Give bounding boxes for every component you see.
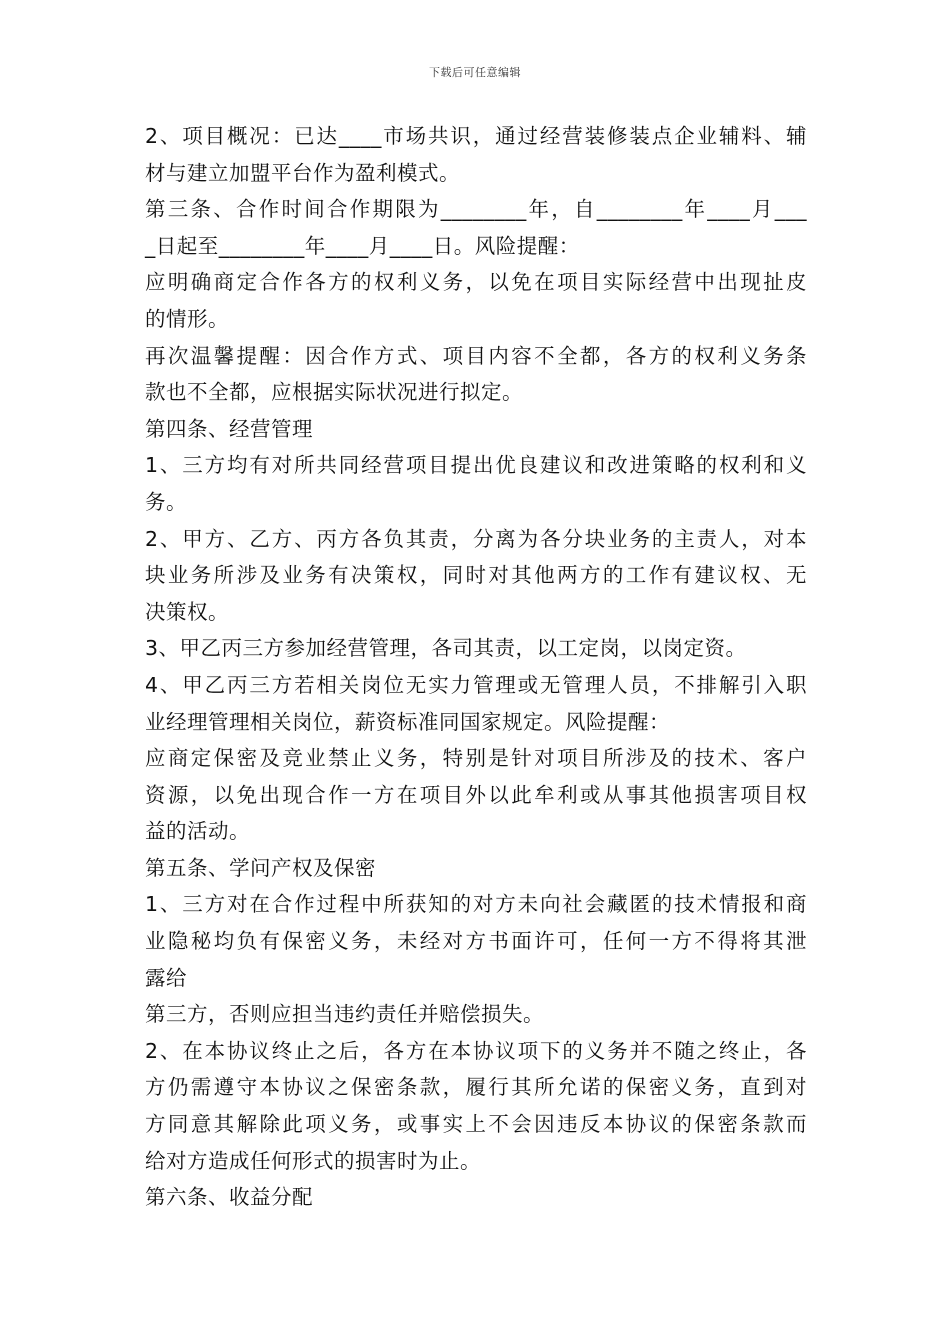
document-line: 2、在本协议终止之后，各方在本协议项下的义务并不随之终止，各 [145,1038,807,1063]
document-line: 2、项目概况：已达____市场共识，通过经营装修装点企业辅料、辅 [145,124,807,148]
document-line: 再次温馨提醒：因合作方式、项目内容不全都，各方的权利义务条 [145,343,807,368]
document-line: 资源，以免出现合作一方在项目外以此牟利或从事其他损害项目权 [145,782,807,807]
document-line: 款也不全都，应根据实际状况进行拟定。 [145,380,523,405]
document-line: 益的活动。 [145,819,250,844]
document-line: 第四条、经营管理 [145,416,313,441]
document-line: 务。 [145,489,187,514]
document-line: 块业务所涉及业务有决策权，同时对其他两方的工作有建议权、无 [145,563,807,588]
document-line: 第三条、合作时间合作期限为________年，自________年____月___ [145,197,807,222]
document-line: 方同意其解除此项义务，或事实上不会因违反本协议的保密条款而 [145,1112,807,1137]
document-line: 1、三方对在合作过程中所获知的对方未向社会藏匿的技术情报和商 [145,892,807,917]
document-line: 露给 [145,965,187,990]
document-line: 业隐秘均负有保密义务，未经对方书面许可，任何一方不得将其泄 [145,929,807,954]
document-line: 给对方造成任何形式的损害时为止。 [145,1148,481,1173]
document-line: 材与建立加盟平台作为盈利模式。 [145,160,460,185]
document-line: 应明确商定合作各方的权利义务，以免在项目实际经营中出现扯皮 [145,270,807,295]
document-body [145,118,807,1216]
document-line: 1、三方均有对所共同经营项目提出优良建议和改进策略的权利和义 [145,453,807,478]
document-line: 决策权。 [145,599,229,624]
document-line: 的情形。 [145,306,229,331]
document-line: 第五条、学问产权及保密 [145,855,376,880]
document-line: 应商定保密及竞业禁止义务，特别是针对项目所涉及的技术、客户 [145,746,807,771]
document-line: 方仍需遵守本协议之保密条款，履行其所允诺的保密义务，直到对 [145,1075,807,1100]
document-line: 第六条、收益分配 [145,1185,313,1210]
document-line: _日起至________年____月____日。风险提醒： [145,233,580,258]
document-line: 业经理管理相关岗位，薪资标准同国家规定。风险提醒： [145,709,670,734]
document-line: 2、甲方、乙方、丙方各负其责，分离为各分块业务的主责人，对本 [145,526,807,551]
document-line: 第三方，否则应担当违约责任并赔偿损失。 [145,1002,544,1027]
page-header-note: 下载后可任意编辑 [429,66,521,79]
document-line: 4、甲乙丙三方若相关岗位无实力管理或无管理人员，不排解引入职 [145,672,807,697]
document-line: 3、甲乙丙三方参加经营管理，各司其责，以工定岗，以岗定资。 [145,636,747,661]
